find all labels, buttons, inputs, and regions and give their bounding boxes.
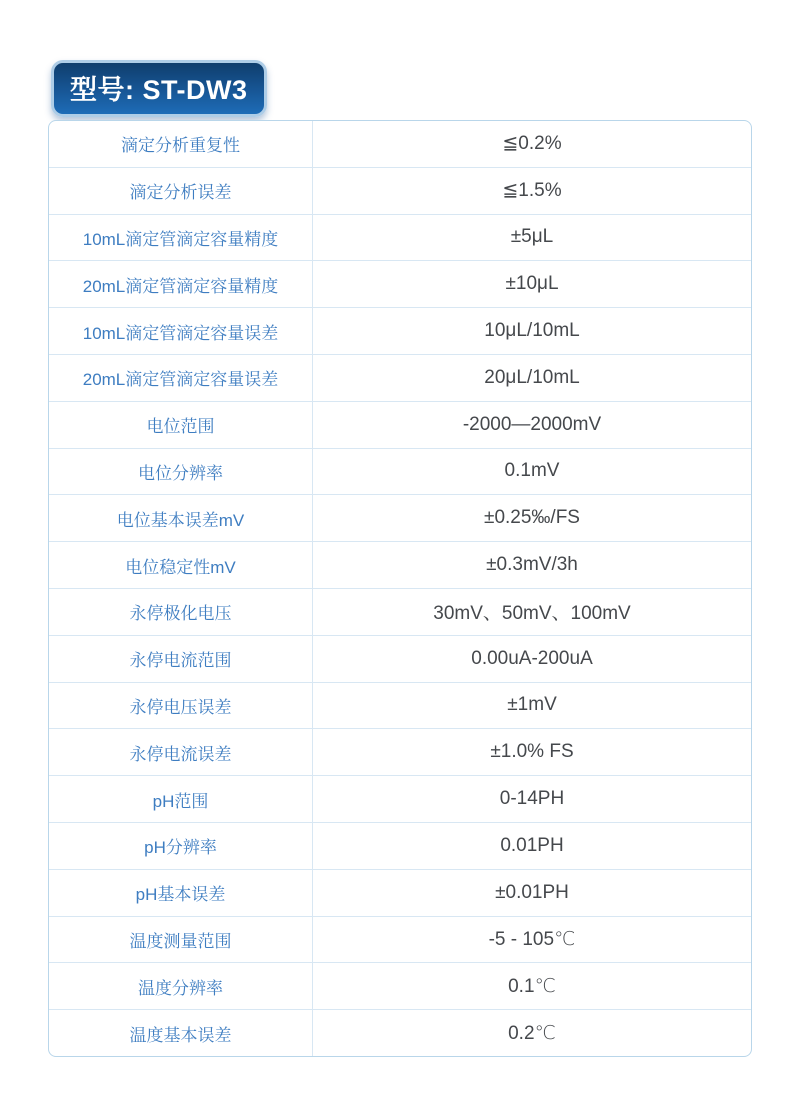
- spec-value: ≦1.5%: [502, 180, 562, 202]
- table-row: [49, 636, 751, 683]
- spec-label: 滴定分析重复性: [49, 121, 313, 167]
- spec-label: 20mL滴定管滴定容量误差: [49, 355, 313, 401]
- spec-value: ±0.25‰/FS: [484, 507, 580, 529]
- spec-label: 永停电流范围: [49, 636, 313, 682]
- model-badge: [51, 60, 267, 117]
- table-row: [49, 1010, 751, 1056]
- table-row: [49, 308, 751, 355]
- spec-label: pH基本误差: [49, 870, 313, 916]
- table-row: [49, 917, 751, 964]
- model-badge-label: 型号: ST-DW3: [70, 75, 248, 105]
- spec-label: 电位基本误差mV: [49, 495, 313, 541]
- spec-value: 0.00uA-200uA: [471, 647, 593, 669]
- table-row: [49, 870, 751, 917]
- spec-value: 0.1mV: [504, 460, 560, 482]
- spec-label: 永停电压误差: [49, 683, 313, 729]
- spec-label: pH范围: [49, 776, 313, 822]
- table-row: [49, 823, 751, 870]
- spec-value: ±1.0% FS: [490, 741, 574, 763]
- spec-value: 0-14PH: [499, 788, 565, 810]
- spec-label: 温度分辨率: [49, 963, 313, 1009]
- table-row: [49, 495, 751, 542]
- spec-label: 滴定分析误差: [49, 168, 313, 214]
- spec-label: pH分辨率: [49, 823, 313, 869]
- spec-label: 电位分辨率: [49, 449, 313, 495]
- table-row: [49, 542, 751, 589]
- spec-value: ≦0.2%: [502, 133, 562, 155]
- spec-label: 20mL滴定管滴定容量精度: [49, 261, 313, 307]
- table-row: [49, 776, 751, 823]
- spec-value: 0.01PH: [500, 834, 564, 856]
- spec-value: 0.2℃: [508, 1022, 556, 1044]
- spec-value: -5 - 105℃: [488, 928, 576, 950]
- table-row: [49, 215, 751, 262]
- spec-value: ±0.01PH: [495, 881, 569, 903]
- table-row: [49, 168, 751, 215]
- spec-label: 永停电流误差: [49, 729, 313, 775]
- spec-value: ±0.3mV/3h: [486, 554, 578, 576]
- spec-value: ±5μL: [510, 226, 554, 248]
- spec-value: 30mV、50mV、100mV: [433, 603, 631, 625]
- spec-label: 温度测量范围: [49, 917, 313, 963]
- spec-value: 0.1℃: [508, 975, 556, 997]
- table-row: [49, 729, 751, 776]
- spec-label: 电位稳定性mV: [49, 542, 313, 588]
- table-row: [49, 683, 751, 730]
- spec-value: 10μL/10mL: [484, 320, 580, 342]
- spec-label: 电位范围: [49, 402, 313, 448]
- spec-label: 温度基本误差: [49, 1010, 313, 1056]
- spec-label: 永停极化电压: [49, 589, 313, 635]
- table-row: [49, 121, 751, 168]
- table-row: [49, 355, 751, 402]
- spec-value: ±1mV: [507, 694, 557, 716]
- spec-value: 20μL/10mL: [484, 366, 580, 388]
- table-row: [49, 963, 751, 1010]
- spec-value: ±10μL: [505, 273, 559, 295]
- spec-label: 10mL滴定管滴定容量精度: [49, 215, 313, 261]
- table-row: [49, 589, 751, 636]
- spec-table: [48, 120, 752, 1057]
- table-row: [49, 402, 751, 449]
- spec-label: 10mL滴定管滴定容量误差: [49, 308, 313, 354]
- table-row: [49, 449, 751, 496]
- table-row: [49, 261, 751, 308]
- spec-value: -2000—2000mV: [462, 413, 602, 435]
